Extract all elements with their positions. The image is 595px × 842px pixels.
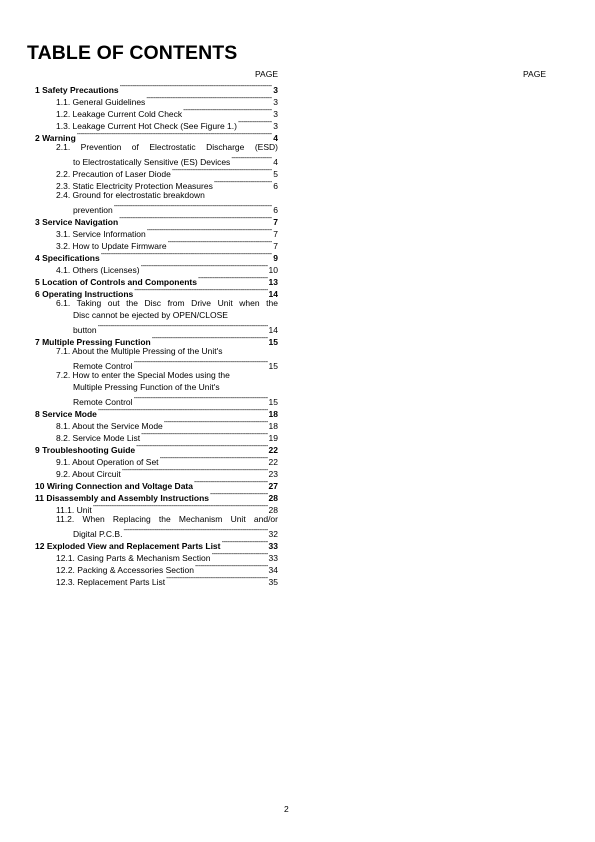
toc-entry [56,237,278,249]
toc-page-number: 10 [268,265,278,275]
toc-entry [56,297,278,309]
toc-page-number: 14 [268,325,278,335]
toc-entry [56,465,278,477]
toc-leader [194,477,268,489]
toc-entry [35,405,278,417]
toc-page-number: 3 [273,97,278,107]
toc-entry-text: 2.4. Ground for electrostatic breakdown [56,190,205,200]
toc-entry-text: 2.3. Static Electricity Protection Measures [56,181,213,191]
toc-leader [168,237,273,249]
toc-page-number: 19 [268,433,278,443]
toc-entry-text: 8 Service Mode [35,409,97,419]
toc-page-number: 7 [273,241,278,251]
toc-leader [114,201,273,213]
toc-leader [134,285,267,297]
toc-entry-text: 9.1. About Operation of Set [56,457,159,467]
toc-page-number: 14 [268,289,278,299]
toc-leader [123,525,267,537]
toc-entry [73,321,278,333]
toc-entry-text: button [73,325,97,335]
toc-page-number: 6 [273,205,278,215]
toc-leader [183,105,272,117]
toc-leader [147,225,273,237]
toc-entry-text: 12 Exploded View and Replacement Parts List [35,541,221,551]
toc-page-number: 28 [268,493,278,503]
toc-entry [56,117,278,129]
toc-entry-text: prevention [73,205,113,215]
toc-entry [35,81,278,93]
toc-page-number: 27 [268,481,278,491]
toc-leader [198,273,268,285]
toc-entry [73,153,278,165]
toc-entry [56,417,278,429]
toc-entry-text: 12.3. Replacement Parts List [56,577,166,587]
toc-entry [35,333,278,345]
toc-entry [56,513,278,525]
toc-leader [231,153,272,165]
toc-entry [73,309,278,321]
toc-entry [56,549,278,561]
toc-entry [56,453,278,465]
toc-entry-text: 11 Disassembly and Assembly Instructions [35,493,210,503]
toc-leader [195,561,268,573]
toc-entry-text: 7 Multiple Pressing Function [35,337,151,347]
toc-entry-text: 3 Service Navigation [35,217,119,227]
toc-entry-text: 4 Specifications [35,253,100,263]
toc-leader [119,213,272,225]
toc-entry-text: 8.2. Service Mode List [56,433,141,443]
toc-entry-text: 5 Location of Controls and Components [35,277,197,287]
toc-leader [122,465,268,477]
toc-entry [73,393,278,405]
toc-page-number: 22 [268,445,278,455]
toc-page-number: 13 [268,277,278,287]
toc-leader [160,453,268,465]
toc-entry-text: 3.2. How to Update Firmware [56,241,167,251]
toc-leader [134,393,268,405]
toc-page-number: 7 [273,229,278,239]
toc-entry [56,141,278,153]
toc-leader [172,165,272,177]
toc-page-number: 4 [273,133,278,143]
toc-entry [35,489,278,501]
toc-entry [56,345,278,357]
toc-leader [238,117,272,129]
toc-entry [56,369,278,381]
toc-entry [35,273,278,285]
toc-leader [77,129,272,141]
page-title: TABLE OF CONTENTS [27,42,238,64]
toc-leader [120,81,273,93]
toc-entry-text: 10 Wiring Connection and Voltage Data [35,481,193,491]
toc-leader [134,357,268,369]
toc-entry-text: 11.2. When Replacing the Mechanism Unit and/or [56,514,278,524]
toc-entry [56,93,278,105]
toc-entry [56,501,278,513]
toc-entry-text: 12.2. Packing & Accessories Section [56,565,194,575]
toc-leader [212,549,268,561]
toc-page-number: 35 [268,577,278,587]
toc-page-number: 15 [268,361,278,371]
toc-leader [210,489,268,501]
toc-entry-text: 7.2. How to enter the Special Modes using the [56,370,230,380]
toc-entry-text: 1.3. Leakage Current Hot Check (See Figure 1.) [56,121,237,131]
toc-entry [56,429,278,441]
toc-leader [214,177,272,189]
toc-entry-text: 9.2. About Circuit [56,469,121,479]
toc-leader [98,405,268,417]
toc-entry-text: 9 Troubleshooting Guide [35,445,136,455]
toc-leader [164,417,268,429]
page-column-heading-right: PAGE [523,69,546,79]
toc-entry [56,189,278,201]
toc-entry [56,165,278,177]
toc-page-number: 23 [268,469,278,479]
toc-page-number: 32 [268,529,278,539]
toc-entry-text: 2.2. Precaution of Laser Diode [56,169,171,179]
toc-page-number: 6 [273,181,278,191]
toc-entry [56,225,278,237]
toc-entry-text: Remote Control [73,361,133,371]
toc-page-number: 4 [273,157,278,167]
toc-entry [73,201,278,213]
toc-entry-text: Digital P.C.B. [73,529,123,539]
toc-entry [35,129,278,141]
toc-page-number: 22 [268,457,278,467]
toc-entry-text: 12.1. Casing Parts & Mechanism Section [56,553,211,563]
toc-page-number: 3 [273,121,278,131]
toc-entry-text: 8.1. About the Service Mode [56,421,163,431]
toc-entry-text: 2.1. Prevention of Electrostatic Discharge (ESD) [56,142,278,152]
toc-entry-text: Disc cannot be ejected by OPEN/CLOSE [73,310,228,320]
toc-page-number: 18 [268,421,278,431]
toc-page-number: 33 [268,553,278,563]
toc-entry-text: 11.1. Unit [56,505,92,515]
toc-entry [35,285,278,297]
toc-entry-text: 1 Safety Precautions [35,85,119,95]
toc-leader [146,93,272,105]
toc-entry [35,441,278,453]
toc-page-number: 15 [268,337,278,347]
toc-entry-text: 2 Warning [35,133,76,143]
page-column-heading: PAGE [255,69,278,79]
toc-entry [56,573,278,585]
toc-entry [73,525,278,537]
toc-leader [98,321,268,333]
toc-entry [56,105,278,117]
toc-entry [56,561,278,573]
toc-leader [136,441,267,453]
toc-leader [141,429,267,441]
toc-leader [101,249,273,261]
toc-entry-text: 7.1. About the Multiple Pressing of the Unit's [56,346,223,356]
toc-entry-text: to Electrostatically Sensitive (ES) Devices [73,157,231,167]
toc-leader [93,501,268,513]
toc-leader [152,333,268,345]
toc-entry-text: 1.1. General Guidelines [56,97,146,107]
toc-entry [73,381,278,393]
toc-entry [56,261,278,273]
toc-entry [56,177,278,189]
toc-page-number: 33 [268,541,278,551]
toc-page-number: 9 [273,253,278,263]
toc-entry [73,357,278,369]
toc-entry [35,213,278,225]
toc-page-number: 5 [273,169,278,179]
toc-entry [35,249,278,261]
page-number: 2 [284,804,289,814]
toc-page-number: 3 [273,85,278,95]
toc-entry-text: 4.1. Others (Licenses) [56,265,140,275]
toc-entry [35,537,278,549]
toc-leader [222,537,268,549]
toc-leader [166,573,267,585]
toc-entry-text: 6 Operating Instructions [35,289,134,299]
toc-page-number: 7 [273,217,278,227]
toc-page-number: 18 [268,409,278,419]
toc-entry-text: Multiple Pressing Function of the Unit's [73,382,220,392]
toc-page-number: 3 [273,109,278,119]
toc-entry-text: 6.1. Taking out the Disc from Drive Unit when the [56,298,278,308]
toc-entry-text: Remote Control [73,397,133,407]
toc-page-number: 15 [268,397,278,407]
toc-leader [141,261,268,273]
toc-page-number: 34 [268,565,278,575]
toc-page-number: 28 [268,505,278,515]
toc-entry [35,477,278,489]
toc-entry-text: 3.1. Service Information [56,229,146,239]
toc-entry-text: 1.2. Leakage Current Cold Check [56,109,183,119]
